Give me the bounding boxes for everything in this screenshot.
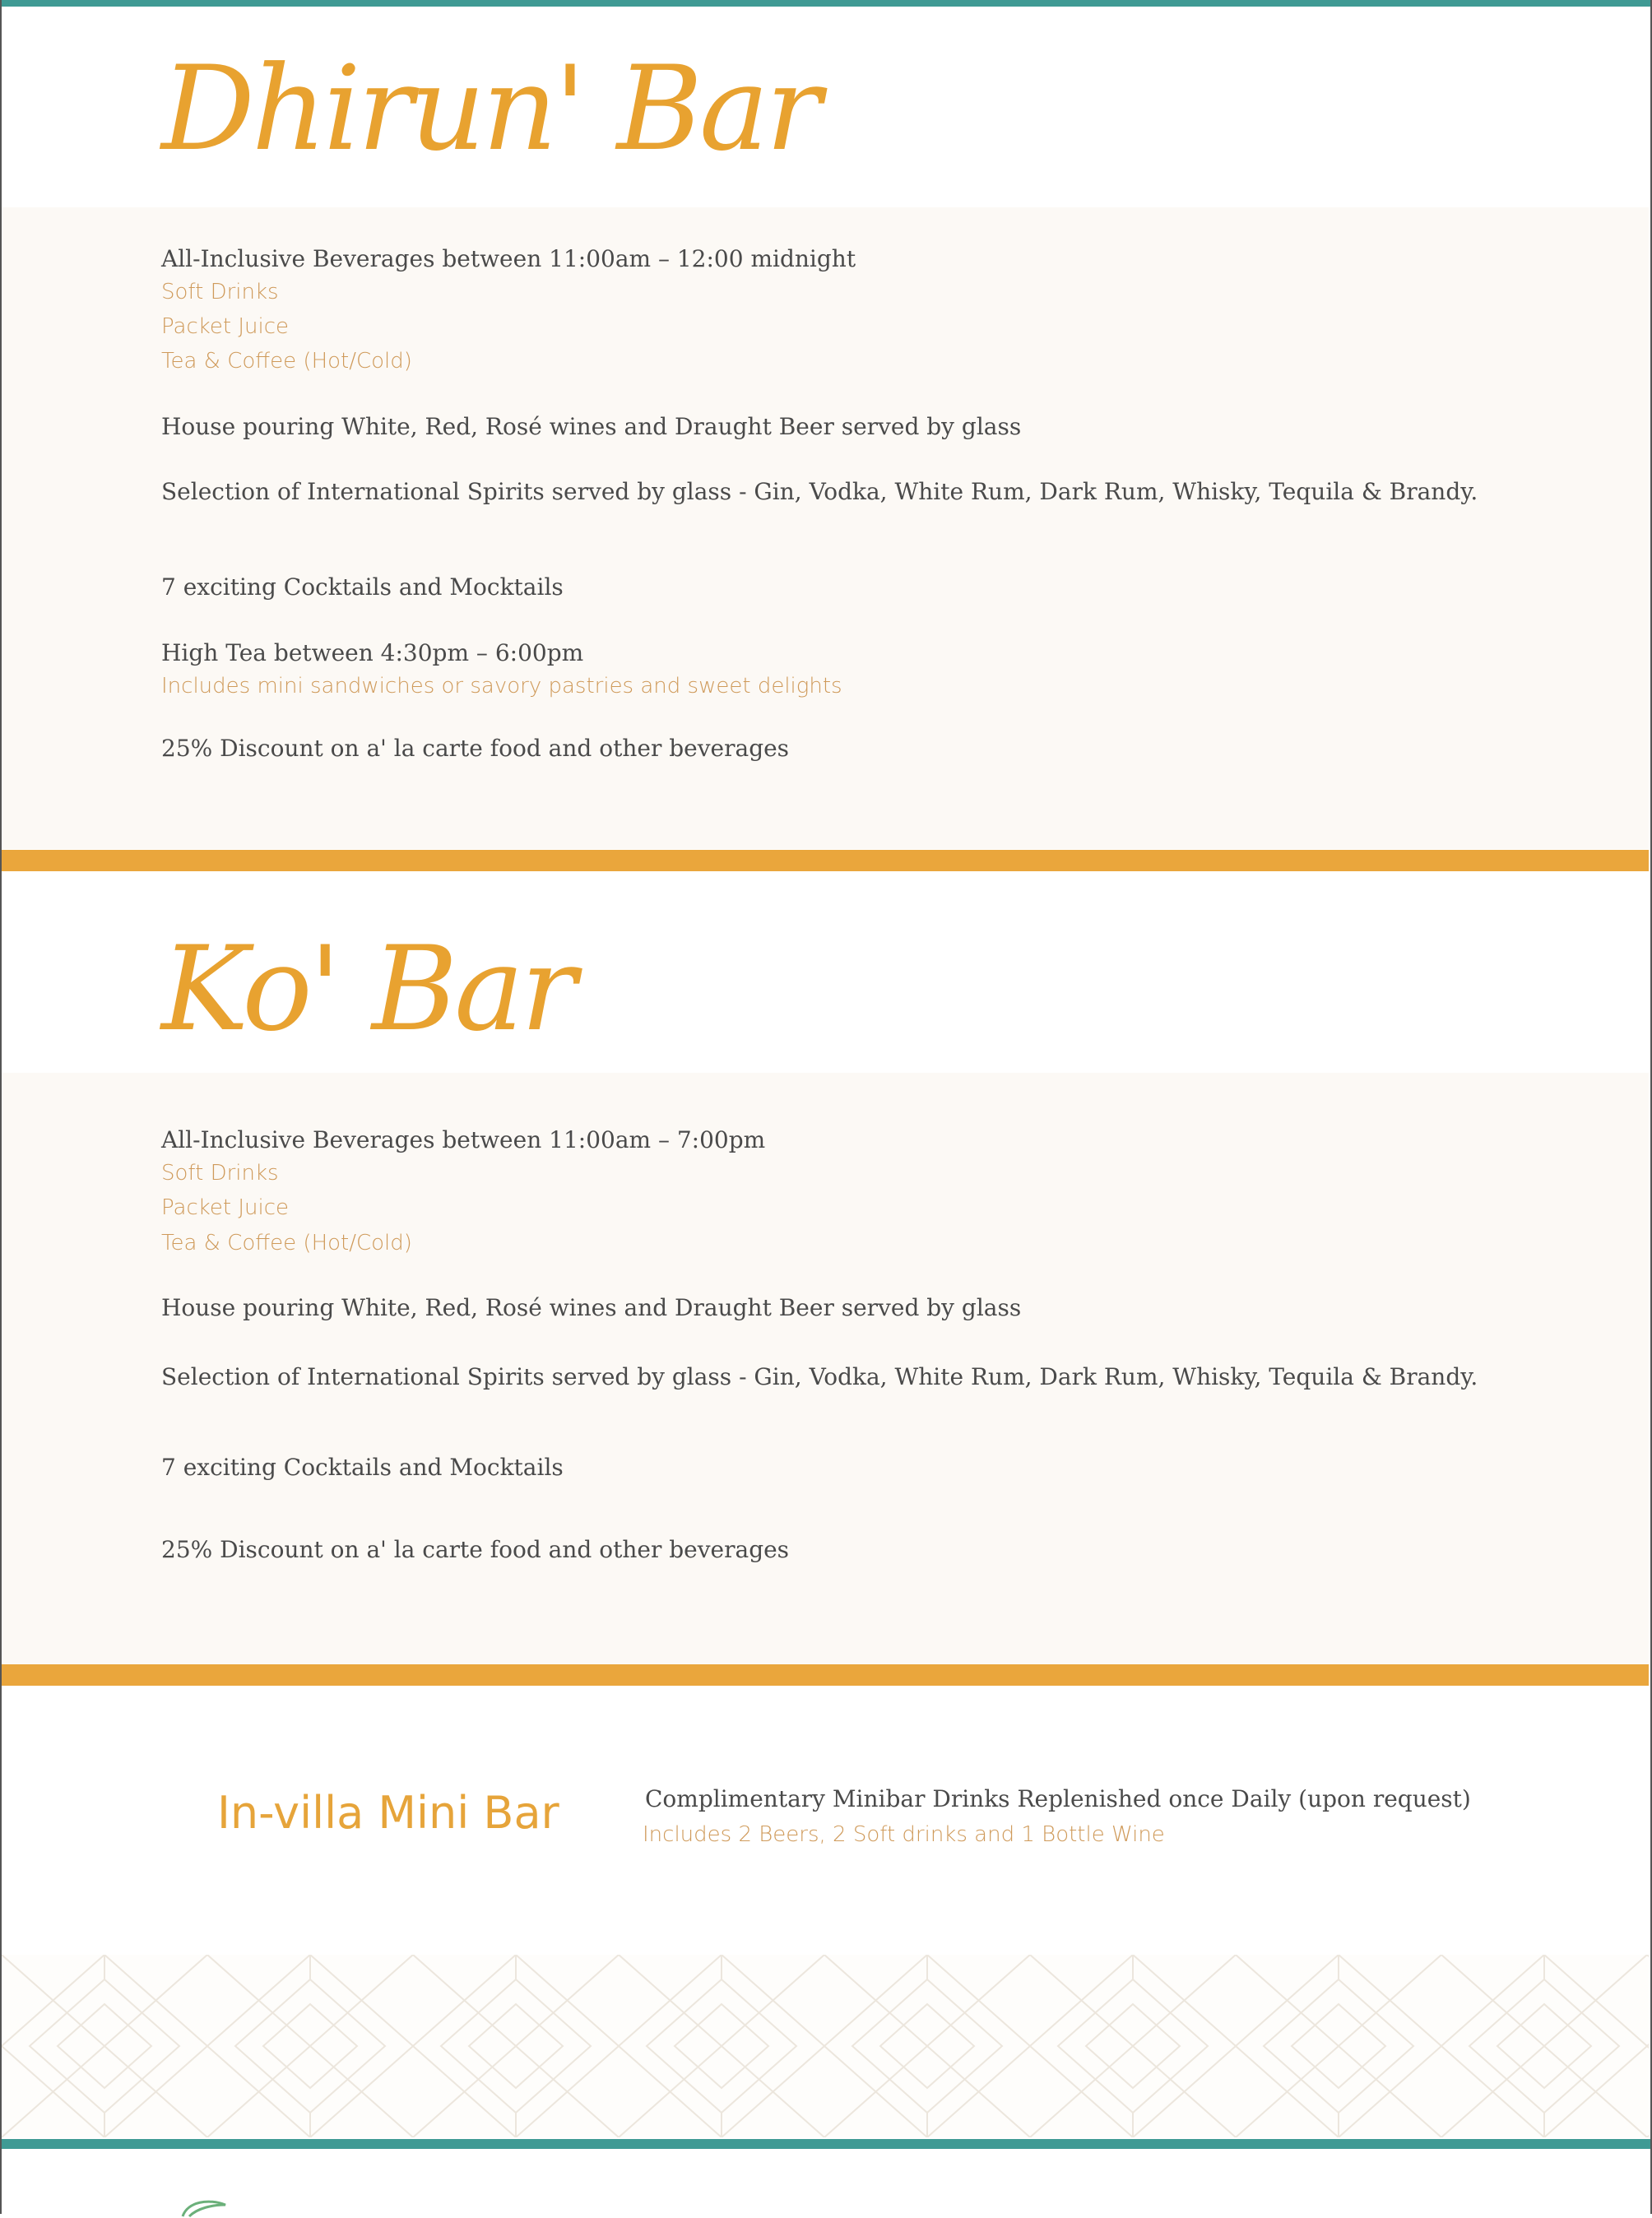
ko-bar-title: Ko' Bar (161, 921, 573, 1057)
ko-item-packet-juice: Packet Juice (161, 1195, 289, 1220)
section-divider (2, 1664, 1649, 1686)
minibar-title: In-villa Mini Bar (217, 1787, 559, 1839)
leaf-icon (179, 2198, 229, 2218)
dhirun-cocktails: 7 exciting Cocktails and Mocktails (161, 573, 564, 601)
section-divider (2, 850, 1649, 871)
minibar-heading: Complimentary Minibar Drinks Replenished once Daily (upon request) (645, 1785, 1471, 1812)
ko-item-soft-drinks: Soft Drinks (161, 1161, 279, 1186)
dhirun-bar-title: Dhirun' Bar (161, 41, 819, 177)
dhirun-item-tea-coffee: Tea & Coffee (Hot/Cold) (161, 349, 412, 374)
ko-wines: House pouring White, Red, Rosé wines and Draught Beer served by glass (161, 1294, 1022, 1321)
dhirun-beverages-heading: All-Inclusive Beverages between 11:00am – 12:00 midnight (161, 245, 856, 272)
dhirun-spirits: Selection of International Spirits served by glass - Gin, Vodka, White Rum, Dark Rum, Whisky, Tequila & Brandy. (161, 478, 1478, 505)
decorative-pattern (2, 1955, 1649, 2137)
minibar-desc: Includes 2 Beers, 2 Soft drinks and 1 Bottle Wine (643, 1822, 1165, 1847)
dhirun-item-packet-juice: Packet Juice (161, 314, 289, 339)
ko-item-tea-coffee: Tea & Coffee (Hot/Cold) (161, 1231, 412, 1255)
ko-spirits: Selection of International Spirits served by glass - Gin, Vodka, White Rum, Dark Rum, Whisky, Tequila & Brandy. (161, 1363, 1478, 1390)
dhirun-discount: 25% Discount on a' la carte food and other beverages (161, 735, 790, 762)
ko-discount: 25% Discount on a' la carte food and other beverages (161, 1536, 790, 1563)
ko-cocktails: 7 exciting Cocktails and Mocktails (161, 1454, 564, 1481)
bottom-border (0, 2139, 1652, 2149)
top-border (0, 0, 1652, 7)
dhirun-wines: House pouring White, Red, Rosé wines and Draught Beer served by glass (161, 413, 1022, 440)
page-edge-left (0, 0, 2, 2214)
dhirun-high-tea-desc: Includes mini sandwiches or savory pastries and sweet delights (161, 674, 842, 698)
dhirun-high-tea: High Tea between 4:30pm – 6:00pm (161, 639, 584, 666)
ko-beverages-heading: All-Inclusive Beverages between 11:00am – 7:00pm (161, 1126, 766, 1153)
dhirun-item-soft-drinks: Soft Drinks (161, 280, 279, 304)
